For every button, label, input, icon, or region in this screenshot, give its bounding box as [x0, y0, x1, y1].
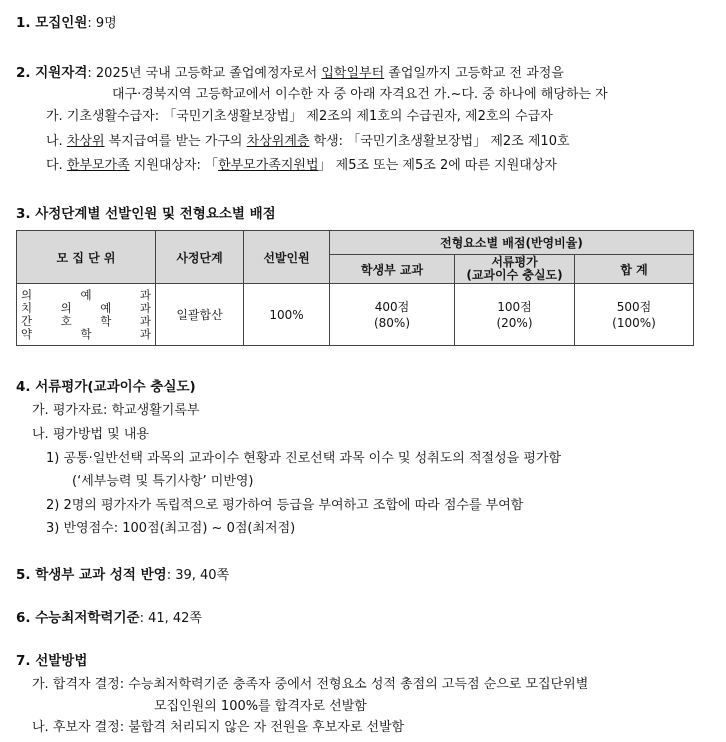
header-doc — [455, 255, 575, 284]
unit-row — [21, 328, 151, 341]
unit-char: 의 — [60, 300, 72, 315]
unit-char: 예 — [100, 300, 112, 315]
header-school: 학생부 교과 — [330, 255, 455, 284]
unit-row — [21, 315, 151, 328]
text-underlined: 한부모가족 — [66, 158, 130, 173]
unit-char: 과 — [139, 326, 151, 341]
section-7-item-a: 가. 합격자 결정: 수능최저학력기준 충족자 중에서 전형요소 성적 총점의 고득점 순으로 모집단위별 — [32, 677, 589, 692]
school-value: 400점 (80%) — [373, 299, 411, 330]
section-2-line1 — [16, 64, 564, 83]
unit-char: 과 — [139, 300, 151, 315]
text-underlined: 한부모가족지원법 — [218, 158, 319, 173]
text: 졸업일까지 고등학교 전 과정을 — [384, 66, 564, 81]
unit-char: 호 — [60, 313, 72, 328]
text: 」 제5조 또는 제5조 2에 따른 지원대상자 — [318, 158, 557, 173]
unit-row — [21, 289, 151, 302]
header-stage: 사정단계 — [156, 231, 244, 284]
unit-char: 학 — [80, 326, 92, 341]
section-7-item-a-cont: 모집인원의 100%를 합격자로 선발함 — [154, 699, 367, 714]
section-1-value: : 9명 — [87, 16, 117, 31]
text-underlined: 차상위계층 — [246, 134, 310, 149]
unit-char: 학 — [100, 313, 112, 328]
section-6-title: 6. 수능최저학력기준 — [16, 610, 140, 626]
unit-cell — [17, 284, 156, 346]
section-4-item-a: 가. 평가자료: 학교생활기록부 — [32, 403, 200, 418]
section-2-item-b — [46, 133, 570, 151]
text: 나. — [46, 134, 67, 149]
section-2-title: 2. 지원자격 — [16, 65, 88, 81]
section-6-value: : 41, 42쪽 — [139, 611, 202, 626]
section-4-item-b2: 2) 2명의 평가자가 독립적으로 평가하여 등급을 부여하고 조합에 따라 점수를 부여함 — [46, 498, 524, 513]
text-underlined: 차상위 — [66, 134, 105, 149]
text: : 2025년 국내 고등학교 졸업예정자로서 — [87, 66, 322, 81]
header-group: 전형요소별 배점(반영비율) — [330, 231, 694, 255]
doc-cell — [455, 284, 575, 346]
doc-value: 100점 (20%) — [496, 299, 533, 330]
section-5-title: 5. 학생부 교과 성적 반영 — [16, 567, 167, 583]
total-value: 500점 (100%) — [612, 299, 656, 330]
header-total: 합 계 — [575, 255, 694, 284]
unit-row — [21, 302, 151, 315]
unit-char: 간 — [21, 313, 33, 328]
section-7-title: 7. 선발방법 — [16, 653, 88, 669]
selection-table — [16, 230, 694, 346]
section-2-item-c — [46, 157, 557, 175]
unit-char: 의 — [21, 287, 33, 302]
unit-char: 예 — [80, 287, 92, 302]
unit-char: 치 — [21, 300, 33, 315]
section-4-item-b3: 3) 반영점수: 100점(최고점) ~ 0점(최저점) — [46, 521, 296, 536]
text: 학생: 「국민기초생활보장법」 제2조 제10호 — [309, 134, 570, 149]
stage-cell: 일괄합산 — [156, 284, 244, 346]
section-6 — [16, 609, 202, 628]
header-doc-text: 서류평가 (교과이수 충실도) — [466, 255, 563, 282]
section-4-item-b1: 1) 공통·일반선택 과목의 교과이수 현황과 진로선택 과목 이수 및 성취도의 적절성을 평가함 — [46, 451, 562, 466]
section-1-title: 1. 모집인원 — [16, 15, 88, 31]
section-5-value: : 39, 40쪽 — [166, 568, 230, 583]
section-4-item-b1-note: (‘세부능력 및 특기사항’ 미반영) — [72, 474, 254, 489]
section-4-title: 4. 서류평가(교과이수 충실도) — [16, 379, 196, 395]
text: 다. — [46, 158, 67, 173]
text: 복지급여를 받는 가구의 — [104, 134, 247, 149]
total-cell — [575, 284, 694, 346]
text: 지원대상자: 「 — [129, 158, 219, 173]
section-4-item-b: 나. 평가방법 및 내용 — [32, 427, 149, 442]
header-unit: 모 집 단 위 — [17, 231, 156, 284]
unit-char: 과 — [139, 287, 151, 302]
text-underlined: 입학일부터 — [321, 66, 385, 81]
section-2-line2: 대구·경북지역 고등학교에서 이수한 자 중 아래 자격요건 가.~다. 중 하나에 해당하는 자 — [112, 87, 608, 102]
header-count: 선발인원 — [244, 231, 330, 284]
section-1 — [16, 14, 117, 33]
section-5 — [16, 566, 229, 585]
unit-char: 과 — [139, 313, 151, 328]
section-2-item-a: 가. 기초생활수급자: 「국민기초생활보장법」 제2조의 제1호의 수급권자, 제2호의 수급자 — [46, 109, 553, 124]
section-7-item-b: 나. 후보자 결정: 불합격 처리되지 않은 자 전원을 후보자로 선발함 — [32, 720, 405, 735]
unit-char: 약 — [21, 326, 33, 341]
school-cell — [330, 284, 455, 346]
count-cell: 100% — [244, 284, 330, 346]
section-3-title: 3. 사정단계별 선발인원 및 전형요소별 배점 — [16, 206, 276, 222]
